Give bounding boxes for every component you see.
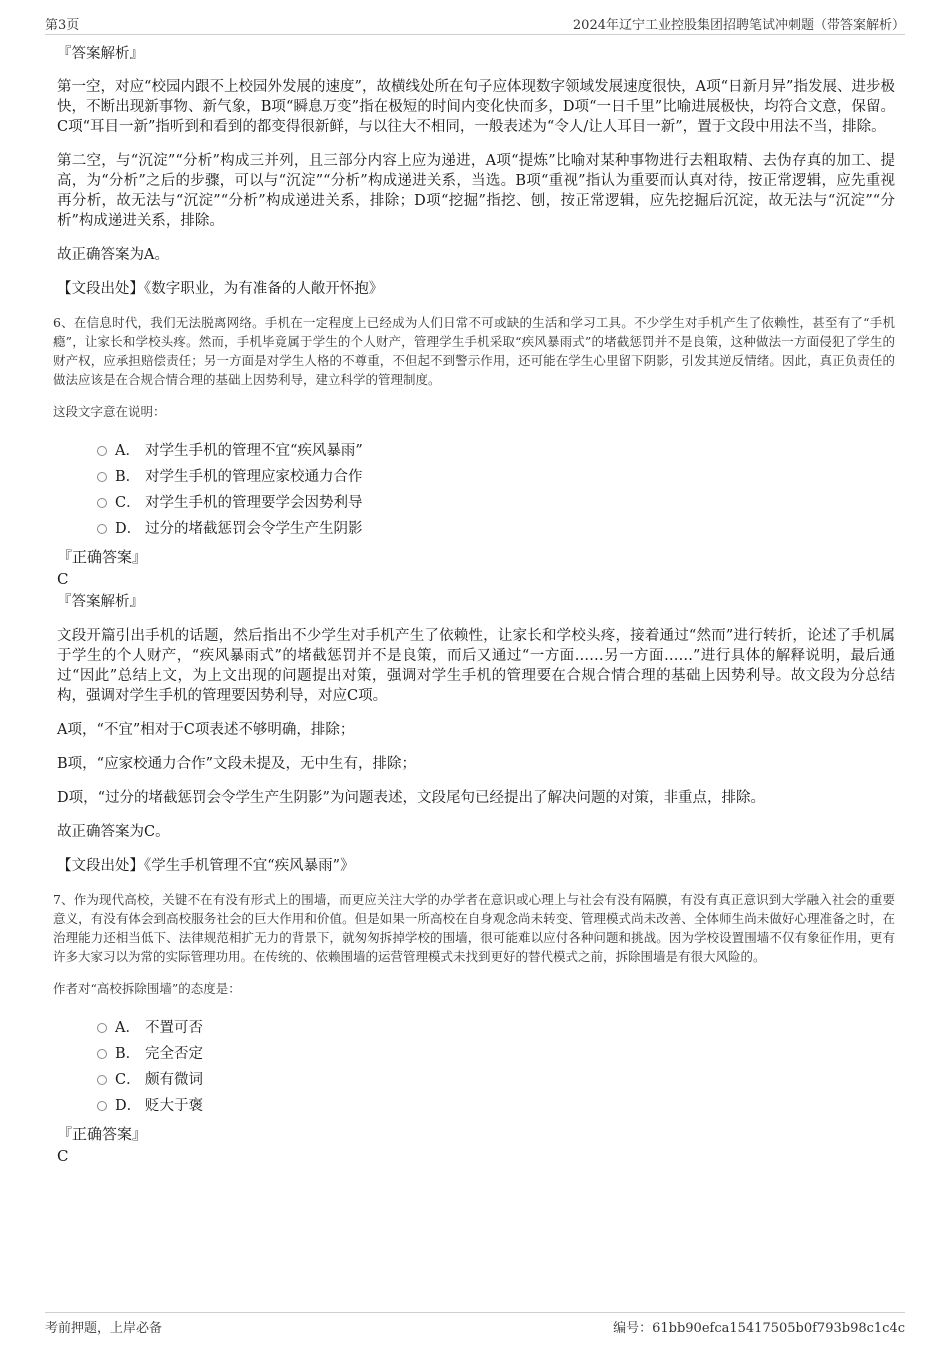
q6-analysis-paragraph-4: D项，“过分的堵截惩罚会令学生产生阴影”为问题表述，文段尾句已经提出了解决问题的对策，非重点，排除。 <box>57 790 765 806</box>
q5-conclusion: 故正确答案为A。 <box>57 247 169 263</box>
page-header <box>45 12 905 35</box>
option-letter: A． <box>115 1019 140 1036</box>
q7-option-c[interactable] <box>97 1065 895 1091</box>
option-text: 对学生手机的管理不宜“疾风暴雨” <box>145 442 363 459</box>
q5-source: 【文段出处】《数字职业，为有准备的人敞开怀抱》 <box>57 281 384 297</box>
page-footer <box>45 1312 905 1337</box>
option-text: 对学生手机的管理要学会因势利导 <box>145 494 363 511</box>
radio-icon[interactable] <box>97 446 107 456</box>
q6-analysis-paragraph-2: A项，“不宜”相对于C项表述不够明确，排除； <box>57 722 355 738</box>
radio-icon[interactable] <box>97 524 107 534</box>
q7-option-b[interactable] <box>97 1039 895 1065</box>
q6-options <box>97 436 895 540</box>
option-letter: B． <box>115 468 141 485</box>
option-letter: D． <box>115 1097 142 1114</box>
option-letter: C． <box>115 1071 141 1088</box>
document-title: 2024年辽宁工业控股集团招聘笔试冲刺题（带答案解析） <box>572 18 905 33</box>
radio-icon[interactable] <box>97 1075 107 1085</box>
option-text: 对学生手机的管理应家校通力合作 <box>145 468 363 485</box>
q6-analysis-label: 『答案解析』 <box>57 594 144 610</box>
option-letter: D． <box>115 520 142 537</box>
q6-option-d[interactable] <box>97 514 895 540</box>
q5-analysis-paragraph-2: 第二空，与“沉淀”“分析”构成三并列，且三部分内容上应为递进，A项“提炼”比喻对某种事物进行去粗取精、去伪存真的加工、提高，为“分析”之后的步骤，可以与“沉淀”“分析”构成递进关系，当选。B项“重视”指认为重要而认真对待，按正常逻辑，应先重视再分析，故无法与“沉淀”“分析”构成递进关系，排除；D项“挖掘”指挖、刨，按正常逻辑，应先挖掘后沉淀，故无法与“沉淀”“分析”构成递进关系，排除。 <box>57 153 895 229</box>
q6-source: 【文段出处】《学生手机管理不宜“疾风暴雨”》 <box>57 858 355 874</box>
q7-option-a[interactable] <box>97 1013 895 1039</box>
q6-analysis-paragraph-3: B项，“应家校通力合作”文段未提及，无中生有，排除； <box>57 756 416 772</box>
radio-icon[interactable] <box>97 1049 107 1059</box>
option-text: 过分的堵截惩罚会令学生产生阴影 <box>145 520 363 537</box>
q6-question-text: 6、在信息时代，我们无法脱离网络。手机在一定程度上已经成为人们日常不可或缺的生活和学习工具。不少学生对手机产生了依赖性，甚至有了“手机瘾”，让家长和学校头疼。然而，手机毕竟属于学生的个人财产，管理学生手机采取“疾风暴雨式”的堵截惩罚并不是良策，这种做法一方面侵犯了学生的财产权，应承担赔偿责任；另一方面是对学生人格的不尊重，不但起不到警示作用，还可能在学生心里留下阴影，引发其逆反情绪。因此，真正负责任的做法应该是在合规合情合理的基础上因势利导，建立科学的管理制度。 <box>53 315 895 387</box>
q7-option-d[interactable] <box>97 1091 895 1117</box>
q7-prompt: 作者对“高校拆除围墙”的态度是： <box>53 981 241 996</box>
q6-answer-label: 『正确答案』 <box>57 548 148 566</box>
option-letter: B． <box>115 1045 141 1062</box>
q6-conclusion: 故正确答案为C。 <box>57 824 170 840</box>
q7-options <box>97 1013 895 1117</box>
q6-prompt: 这段文字意在说明： <box>53 404 166 419</box>
page-content <box>53 44 895 1169</box>
option-text: 不置可否 <box>145 1019 203 1036</box>
document-id: 编号：61bb90efca15417505b0f793b98c1c4c <box>613 1321 905 1336</box>
radio-icon[interactable] <box>97 1023 107 1033</box>
q7-answer-label: 『正确答案』 <box>57 1125 148 1143</box>
option-text: 贬大于褒 <box>145 1097 203 1114</box>
radio-icon[interactable] <box>97 498 107 508</box>
q5-analysis-paragraph-1: 第一空，对应“校园内跟不上校园外发展的速度”，故横线处所在句子应体现数字领域发展速度很快，A项“日新月异”指发展、进步极快，不断出现新事物、新气象，B项“瞬息万变”指在极短的时间内变化快而多，D项“一日千里”比喻进展极快，均符合文意，保留。C项“耳目一新”指听到和看到的都变得很新鲜，与以往大不相同，一般表述为“令人/让人耳目一新”，置于文段中用法不当，排除。 <box>57 79 895 135</box>
q6-answer: C <box>57 570 69 588</box>
option-text: 完全否定 <box>145 1045 203 1062</box>
option-letter: A． <box>115 442 140 459</box>
q7-answer: C <box>57 1147 69 1165</box>
q6-option-a[interactable] <box>97 436 895 462</box>
q6-option-c[interactable] <box>97 488 895 514</box>
q5-analysis-label: 『答案解析』 <box>57 46 144 62</box>
option-text: 颇有微词 <box>145 1071 203 1088</box>
radio-icon[interactable] <box>97 1101 107 1111</box>
q7-question-text: 7、作为现代高校，关键不在有没有形式上的围墙，而更应关注大学的办学者在意识或心理上与社会有没有隔膜，有没有真正意识到大学融入社会的重要意义，有没有体会到高校服务社会的巨大作用和价值。但是如果一所高校在自身观念尚未转变、管理模式尚未改善、全体师生尚未做好心理准备之时，在治理能力还相当低下、法律规范相扩无力的背景下，就匆匆拆掉学校的围墙，很可能难以应付各种问题和挑战。因为学校设置围墙不仅有象征作用，更有许多大家习以为常的实际管理功用。在传统的、依赖围墙的运营管理模式未找到更好的替代模式之前，拆除围墙是有很大风险的。 <box>53 892 895 964</box>
q6-analysis-paragraph-1: 文段开篇引出手机的话题，然后指出不少学生对手机产生了依赖性，让家长和学校头疼，接着通过“然而”进行转折，论述了手机属于学生的个人财产，“疾风暴雨式”的堵截惩罚并不是良策，而后又通过“一方面……另一方面……”进行具体的解释说明，最后通过“因此”总结上文，为上文出现的问题提出对策，强调对学生手机的管理要在合规合情合理的基础上因势利导。故文段为分总结构，强调对学生手机的管理要因势利导，对应C项。 <box>57 628 895 704</box>
footer-slogan: 考前押题，上岸必备 <box>45 1321 163 1336</box>
option-letter: C． <box>115 494 141 511</box>
radio-icon[interactable] <box>97 472 107 482</box>
q6-option-b[interactable] <box>97 462 895 488</box>
page-number: 第3页 <box>45 18 80 33</box>
